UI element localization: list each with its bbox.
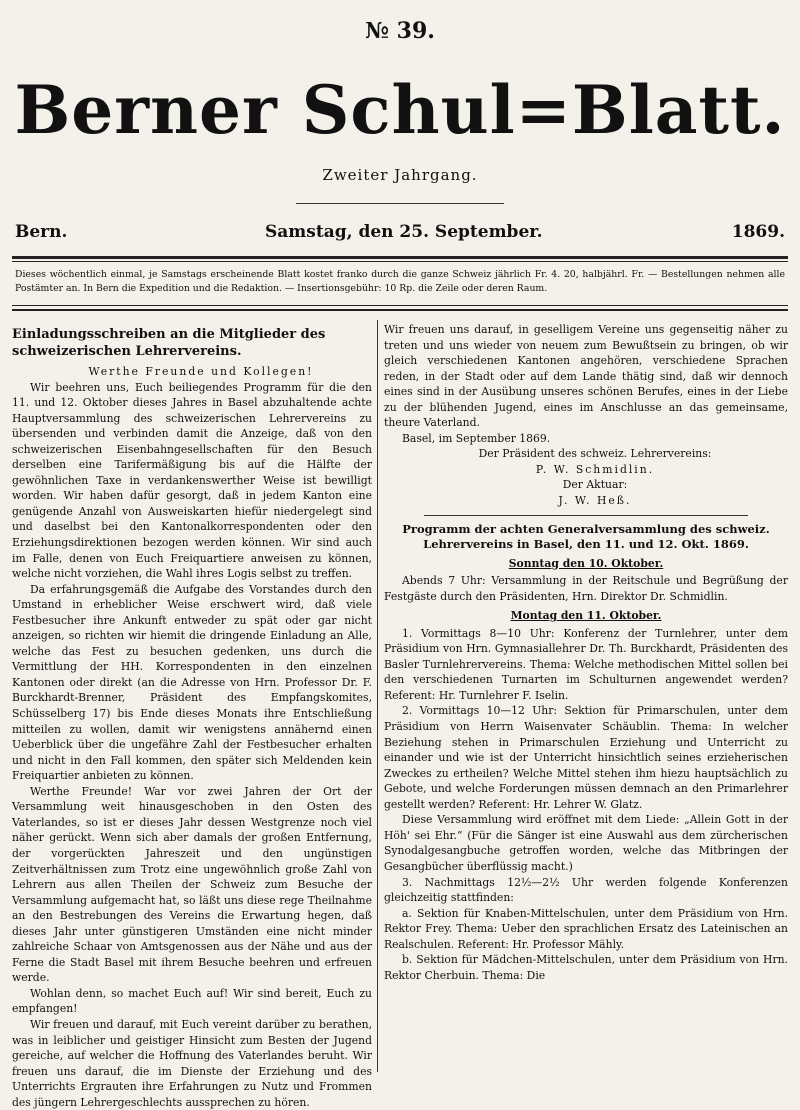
divider bbox=[12, 305, 788, 306]
dateline-date: Samstag, den 25. September. bbox=[265, 222, 543, 242]
right-column bbox=[384, 322, 788, 983]
program-item: 3. Nachmittags 12½—2½ Uhr werden folgende Konferenzen gleichzeitig stattfinden: bbox=[384, 875, 788, 905]
divider bbox=[296, 203, 504, 204]
divider bbox=[12, 256, 788, 259]
divider bbox=[424, 515, 748, 516]
signature-title: Der Aktuar: bbox=[562, 478, 628, 492]
program-item: Diese Versammlung wird eröffnet mit dem Liede: „Allein Gott in der Höh' sei Ehr.“ (Für die Sänger ist eine Auswahl aus dem zürcherischen Synodalgesangbuche getroffen worden, welche das Mitbringen der Gesangbücher überflüssig macht.) bbox=[384, 813, 788, 873]
day-heading: Montag den 11. Oktober. bbox=[510, 609, 662, 623]
paragraph: Wohlan denn, so machet Euch auf! Wir sind bereit, Euch zu empfangen! bbox=[12, 986, 372, 1016]
signature-name: P. W. Schmidlin. bbox=[535, 462, 655, 476]
column-divider bbox=[377, 320, 378, 1072]
issue-number: № 39. bbox=[365, 18, 435, 44]
paragraph: Da erfahrungsgemäß die Aufgabe des Vorstandes durch den Umstand in erheblicher Weise erschwert wird, daß viele Festbesucher ihre Ankunft entweder zu spät oder gar nicht anzeigen, so richten wir hiemit die dringende Einladung an Alle, welche das Fest zu besuchen gedenken, uns durch die Vermittlung der HH. Korrespondenten in den einzelnen Kantonen oder direkt (an die Adresse von Hrn. Professor Dr. F. Burckhardt-Brenner, Präsident des Empfangskomites, Schüsselberg 17) bis Ende dieses Monats ihre Entschließung mitteilen zu wollen, damit wir wenigstens annähernd einen Ueberblick über die ungefähre Zahl der Festbesucher erhalten und nicht in den Fall kommen, den später sich Meldenden kein Freiquartier anbieten zu können. bbox=[12, 582, 372, 783]
dateline bbox=[15, 222, 785, 246]
signature-title: Der Präsident des schweiz. Lehrervereins: bbox=[478, 447, 712, 461]
salutation: Werthe Freunde und Kollegen! bbox=[88, 365, 314, 378]
subscription-notice: Dieses wöchentlich einmal, je Samstags erscheinende Blatt kostet franko durch die ganze Schweiz jährlich Fr. 4. 20, halbjährl. Fr. — Bestellungen nehmen alle Postämter an. In Bern die Expedition und die Redaktion. — Insertionsgebühr: 10 Rp. die Zeile oder deren Raum. bbox=[15, 269, 785, 294]
place-date: Basel, im September 1869. bbox=[402, 431, 551, 445]
signature-name: J. W. Heß. bbox=[558, 494, 632, 508]
program-item: 2. Vormittags 10—12 Uhr: Sektion für Primarschulen, unter dem Präsidium von Herrn Waisenvater Schäublin. Thema: In welcher Beziehung stehen in Primarschulen Erziehung und Unterricht zu einander und wie ist der Unterricht hinsichtlich seines erzieherischen Zweckes zu ertheilen? Welche Mittel stehen ihm hiezu hauptsächlich zu Gebote, und welche Forderungen müssen demnach an den Primarlehrer gestellt werden? Referent: Hr. Lehrer W. Glatz. bbox=[384, 704, 788, 811]
divider bbox=[12, 309, 788, 311]
volume-line: Zweiter Jahrgang. bbox=[322, 166, 478, 184]
dateline-year: 1869. bbox=[731, 222, 785, 242]
program-item: 1. Vormittags 8—10 Uhr: Konferenz der Turnlehrer, unter dem Präsidium von Hrn. Gymnasiallehrer Dr. Th. Burckhardt, Präsidenten des Basler Turnlehrervereins. Thema: Welche methodischen Mittel sollen bei den verschiedenen Turnarten im Schulturnen angewendet werden? Referent: Hr. Turnlehrer F. Iselin. bbox=[384, 626, 788, 702]
divider bbox=[12, 261, 788, 262]
paragraph: Wir freuen uns darauf, in geselligem Vereine uns gegenseitig näher zu treten und uns wieder von neuem zum Bewußtsein zu bringen, ob wir gleich verschiedenen Kantonen angehören, verschiedene Sprachen reden, in der Stadt oder auf dem Lande thätig sind, daß wir dennoch eines sind in der Ausübung unseres schönen Berufes, eines in der Liebe zu der blühenden Jugend, eines im Anschlusse an das gemeinsame, theure Vaterland. bbox=[384, 323, 788, 430]
paragraph: Werthe Freunde! War vor zwei Jahren der Ort der Versammlung weit hinausgeschoben in den Osten des Vaterlandes, so ist er dieses Jahr dessen Westgrenze noch viel näher gerückt. Wenn sich aber damals der großen Entfernung, der vorgerückten Jahreszeit und den ungünstigen Zeitverhältnissen zum Trotz eine ungewöhnlich große Zahl von Lehrern aus allen Theilen der Schweiz zum Besuche der Versammlung aufgemacht hat, so läßt uns diese rege Theilnahme an den Bestrebungen des Vereins die Erwartung hegen, daß dieses Jahr unter günstigeren Umständen eine nicht minder zahlreiche Schaar von Amtsgenossen aus der Nähe und aus der Ferne die Stadt Basel mit ihrem Besuche beehren und erfreuen werde. bbox=[12, 784, 372, 985]
program-heading: Programm der achten Generalversammlung des schweiz. Lehrervereins in Basel, den 11. und 12. Okt. 1869. bbox=[402, 521, 770, 551]
article-heading: Einladungsschreiben an die Mitglieder des schweizerischen Lehrervereins. bbox=[12, 327, 326, 359]
paragraph: Wir beehren uns, Euch beiliegendes Programm für die den 11. und 12. Oktober dieses Jahres in Basel abzuhaltende achte Hauptversammlung des schweizerischen Lehrervereins zu übersenden und verbinden damit die Anzeige, daß von den schweizerischen Eisenbahngesellschaften für den Besuch derselben eine Tarifermäßigung bis auf die Hälfte der gewöhnlichen Taxe in verdankenswerther Weise ist bewilligt worden. Wir haben dafür gesorgt, daß in jedem Kanton eine genügende Anzahl von Ausweiskarten hiefür niedergelegt sind und daselbst bei den Kantonalkorrespondenten oder den Erziehungsdirektionen bezogen werden können. Wir sind auch im Falle, denen von Euch Freiquartiere anweisen zu können, welche nicht vorziehen, die Wahl ihres Logis selbst zu treffen. bbox=[12, 380, 372, 581]
program-item: b. Sektion für Mädchen-Mittelschulen, unter dem Präsidium von Hrn. Rektor Cherbuin. Thema: Die bbox=[384, 953, 788, 982]
day-heading: Sonntag den 10. Oktober. bbox=[508, 556, 664, 570]
masthead-title: Berner Schul=Blatt. bbox=[14, 71, 786, 149]
program-item: a. Sektion für Knaben-Mittelschulen, unter dem Präsidium von Hrn. Rektor Frey. Thema: Ueber den sprachlichen Ersatz des Lateinischen an Realschulen. Referent: Hr. Professor Mähly. bbox=[384, 906, 788, 951]
left-column bbox=[12, 322, 372, 1110]
paragraph: Abends 7 Uhr: Versammlung in der Reitschule und Begrüßung der Festgäste durch den Präsidenten, Hrn. Direktor Dr. Schmidlin. bbox=[384, 574, 788, 603]
dateline-place: Bern. bbox=[15, 222, 68, 242]
paragraph: Wir freuen und darauf, mit Euch vereint darüber zu berathen, was in leiblicher und geistiger Hinsicht zum Besten der Jugend gereiche, auf welcher die Hoffnung des Vaterlandes beruht. Wir freuen uns darauf, die im Dienste der Erziehung und des Unterrichts Ergrauten ihre Erfahrungen zu Nutz und Frommen des jüngern Lehrergeschlechts aussprechen zu hören. bbox=[12, 1017, 372, 1109]
